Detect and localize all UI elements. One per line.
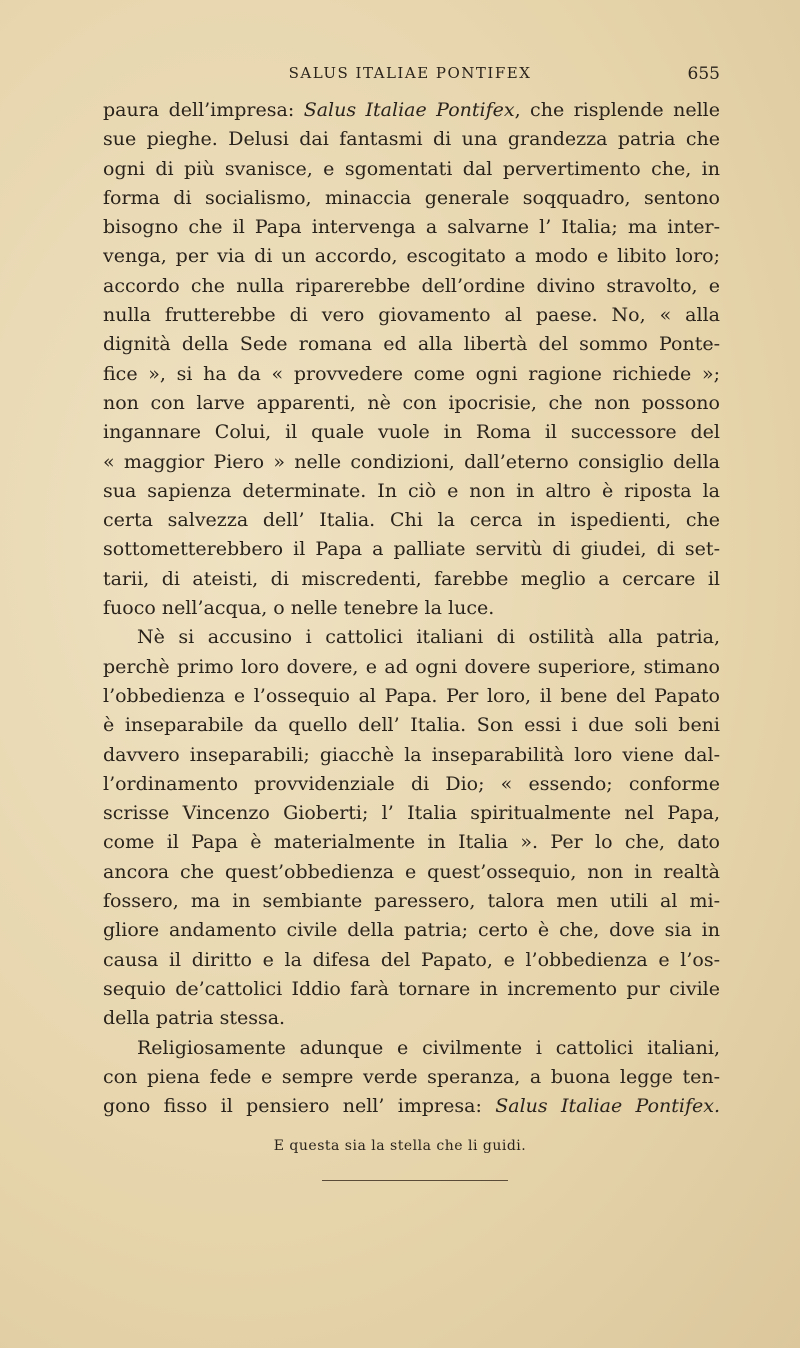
text-segment: sottometterebbero il Papa a palliate servitù di giudei, di set- <box>103 538 720 561</box>
text-line <box>103 418 720 447</box>
text-line <box>103 506 720 535</box>
text-segment: forma di socialismo, minaccia generale soqquadro, sentono <box>103 186 720 209</box>
end-rule <box>322 1180 508 1181</box>
text-line <box>103 1004 720 1033</box>
text-segment: accordo che nulla riparerebbe dell’ordine divino stravolto, e <box>103 274 720 297</box>
text-line <box>103 301 720 330</box>
text-segment: fice », si ha da « provvedere come ogni ragione richiede »; <box>103 362 720 385</box>
text-segment: « maggior Piero » nelle condizioni, dall’eterno consiglio della <box>103 450 720 473</box>
text-line <box>103 272 720 301</box>
text-line <box>103 389 720 418</box>
text-segment: ogni di più svanisce, e sgomentati dal pervertimento che, in <box>103 157 720 180</box>
text-segment: gono fisso il pensiero nell’ impresa: <box>103 1095 496 1118</box>
text-line <box>103 594 720 623</box>
body-text <box>103 96 720 1121</box>
text-segment: come il Papa è materialmente in Italia ». Per lo che, dato <box>103 831 720 854</box>
running-head <box>100 64 720 88</box>
text-segment: sequio de’cattolici Iddio farà tornare in incremento pur civile <box>103 977 720 1000</box>
text-segment: paura dell’impresa: <box>103 99 304 121</box>
closing-line: E questa sia la stella che li guidi. <box>273 1138 527 1154</box>
text-line <box>103 887 720 916</box>
text-segment: nulla frutterebbe di vero giovamento al paese. No, « alla <box>103 304 720 327</box>
text-segment: con piena fede e sempre verde speranza, a buona legge ten- <box>103 1065 720 1088</box>
text-segment: venga, per via di un accordo, escogitato a modo e libito loro; <box>103 245 720 268</box>
text-line <box>103 96 720 125</box>
text-line <box>103 360 720 389</box>
text-line <box>103 477 720 506</box>
text-line <box>103 535 720 564</box>
text-line <box>103 741 720 770</box>
text-segment: è inseparabile da quello dell’ Italia. Son essi i due soli beni <box>103 714 720 737</box>
text-line <box>103 623 720 652</box>
text-segment: Religiosamente adunque e civilmente i cattolici italiani, <box>137 1036 720 1059</box>
text-line <box>103 565 720 594</box>
text-line <box>103 184 720 213</box>
text-line <box>103 799 720 828</box>
text-line <box>103 916 720 945</box>
text-segment: dignità della Sede romana ed alla libertà del sommo Ponte- <box>103 333 720 356</box>
text-line <box>103 330 720 359</box>
text-segment: fossero, ma in sembiante paressero, talora men utili al mi- <box>103 890 720 913</box>
running-title: SALUS ITALIAE PONTIFEX <box>288 64 532 82</box>
text-segment: Nè si accusino i cattolici italiani di ostilità alla patria, <box>137 626 720 649</box>
text-segment: causa il diritto e la difesa del Papato, e l’obbedienza e l’os- <box>103 948 720 971</box>
text-line <box>103 448 720 477</box>
text-segment: bisogno che il Papa intervenga a salvarne l’ Italia; ma inter- <box>103 216 720 239</box>
text-segment: scrisse Vincenzo Gioberti; l’ Italia spiritualmente nel Papa, <box>103 802 720 825</box>
text-line <box>103 213 720 242</box>
text-segment: l’obbedienza e l’ossequio al Papa. Per loro, il bene del Papato <box>103 684 720 707</box>
text-line <box>103 155 720 184</box>
text-segment: ingannare Colui, il quale vuole in Roma il successore del <box>103 421 720 444</box>
text-line <box>103 975 720 1004</box>
text-line <box>103 1063 720 1092</box>
text-segment: gliore andamento civile della patria; certo è che, dove sia in <box>103 919 720 942</box>
text-segment: , che risplende nelle <box>514 99 720 121</box>
text-line <box>103 1092 720 1121</box>
text-segment: ancora che quest’obbedienza e quest’ossequio, non in realtà <box>103 860 720 883</box>
text-segment: della patria stessa. <box>103 1007 286 1030</box>
text-line <box>103 242 720 271</box>
text-line <box>103 653 720 682</box>
text-segment: non con larve apparenti, nè con ipocrisie, che non possono <box>103 391 720 414</box>
text-segment: perchè primo loro dovere, e ad ogni dovere superiore, stimano <box>103 655 720 678</box>
text-line <box>103 711 720 740</box>
text-line <box>103 682 720 711</box>
text-line <box>103 1034 720 1063</box>
italic-phrase: Salus Italiae Pontifex. <box>495 1095 720 1118</box>
text-line <box>103 125 720 154</box>
text-segment: tarii, di ateisti, di miscredenti, farebbe meglio a cercare il <box>103 567 720 590</box>
text-segment: l’ordinamento provvidenziale di Dio; « essendo; conforme <box>103 772 720 795</box>
text-segment: sua sapienza determinate. In ciò e non in altro è riposta la <box>103 479 720 502</box>
text-segment: davvero inseparabili; giacchè la inseparabilità loro viene dal- <box>103 743 720 766</box>
text-line <box>103 770 720 799</box>
text-line <box>103 828 720 857</box>
page-number: 655 <box>687 64 720 84</box>
text-segment: fuoco nell’acqua, o nelle tenebre la luce. <box>103 597 495 620</box>
text-segment: certa salvezza dell’ Italia. Chi la cerca in ispedienti, che <box>103 509 720 532</box>
text-line <box>103 946 720 975</box>
text-line <box>103 858 720 887</box>
text-segment: sue pieghe. Delusi dai fantasmi di una grandezza patria che <box>103 128 720 151</box>
italic-phrase: Salus Italiae Pontifex <box>303 99 515 121</box>
